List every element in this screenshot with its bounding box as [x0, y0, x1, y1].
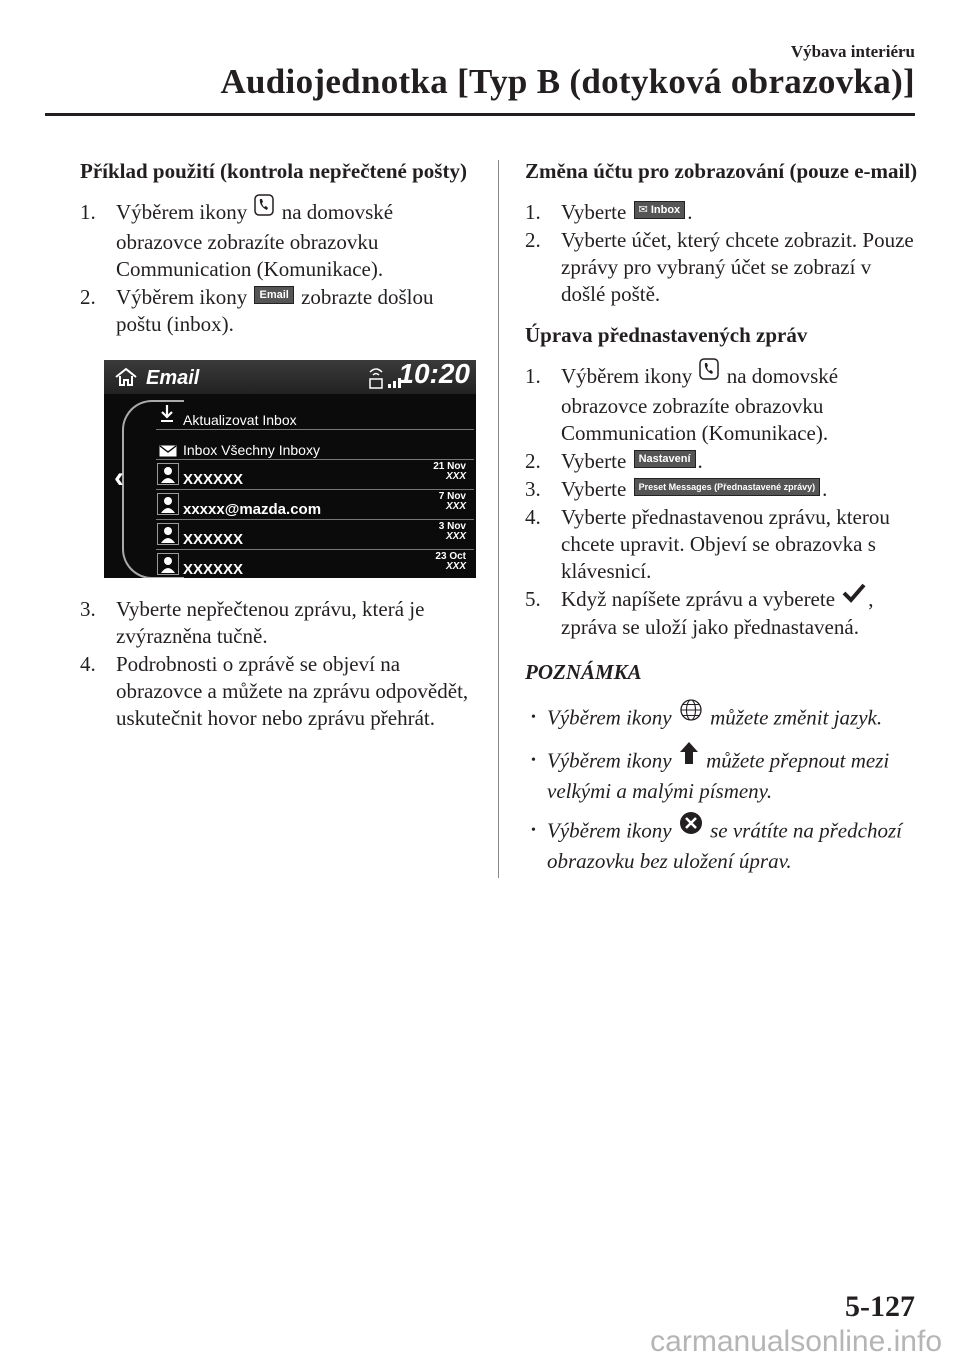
step-item [80, 651, 475, 732]
page-title: Audiojednotka [Typ B (dotyková obrazovka)] [220, 62, 915, 101]
step-text: zobrazte došlou poštu (inbox). [116, 284, 434, 336]
right-column [525, 158, 920, 887]
step-text: . [697, 448, 703, 473]
step-text: Vyberte přednastavenou zprávu, kterou chcete upravit. Objeví se obrazovka s klávesnicí. [561, 504, 890, 583]
note-list [525, 704, 920, 875]
example-heading: Příklad použití (kontrola nepřečtené pošty) [80, 159, 467, 183]
step-text: Podrobnosti o zprávě se objeví na obrazovce a můžete na zprávu odpovědět, uskutečnit hovor nebo zprávu přehrát. [116, 651, 469, 730]
message-date: 23 Oct XXX [435, 550, 466, 572]
contact-icon [157, 463, 179, 485]
phone-icon [254, 194, 274, 223]
account-heading: Změna účtu pro zobrazování (pouze e-mail) [525, 159, 918, 183]
note-text: můžete změnit jazyk. [710, 705, 883, 730]
list-item [156, 430, 474, 460]
note-item [525, 704, 920, 735]
note-text: Výběrem ikony [547, 818, 672, 843]
step-text: . [687, 200, 693, 224]
email-button-image: Email [254, 286, 293, 304]
step-number: 3. [525, 476, 541, 501]
note-text: Výběrem ikony [547, 748, 672, 773]
note-text: Výběrem ikony [547, 705, 672, 730]
checkmark-icon [842, 583, 866, 610]
example-steps-continued [80, 596, 475, 732]
screen-title: Email [146, 366, 200, 389]
step-number: 1. [525, 200, 541, 224]
globe-icon [679, 698, 703, 729]
message-date: 21 Nov XXX [433, 460, 466, 482]
step-number: 2. [525, 228, 541, 252]
example-steps [80, 199, 475, 338]
watermark: carmanualsonline.info [650, 1325, 942, 1358]
message-date: 7 Nov XXX [438, 490, 466, 512]
message-sender: XXXXXX [183, 530, 244, 548]
step-text: Výběrem ikony [561, 364, 693, 388]
page-number: 5-127 [845, 1290, 915, 1323]
step-number: 5. [525, 586, 541, 611]
shift-arrow-up-icon [679, 741, 699, 772]
step-number: 4. [525, 504, 541, 529]
contact-icon [157, 493, 179, 515]
step-number: 2. [80, 284, 96, 309]
preset-messages-button-image: Preset Messages (Přednastavené zprávy) [634, 478, 821, 496]
email-screen-illustration [104, 360, 476, 578]
step-text: , zpráva se uloží jako přednastavená. [561, 586, 874, 640]
message-date: 3 Nov XXX [438, 520, 466, 542]
step-text: Vyberte [561, 448, 627, 473]
table-row [156, 550, 474, 578]
home-icon [114, 367, 138, 394]
note-item [525, 817, 920, 875]
header-rule [45, 113, 915, 116]
back-chevron-icon: ‹ [114, 460, 124, 494]
contact-icon [157, 553, 179, 575]
account-steps [525, 199, 920, 308]
step-number: 3. [80, 596, 96, 621]
step-text: Vyberte [561, 200, 627, 224]
step-item [525, 448, 920, 475]
step-text: Vyberte nepřečtenou zprávu, která je zvýrazněna tučně. [116, 596, 425, 648]
step-item [80, 284, 475, 338]
step-number: 1. [525, 364, 541, 388]
step-text: na domovské obrazovce zobrazíte obrazovku Communication (Komunikace). [116, 200, 394, 281]
settings-button-image: Nastavení [634, 450, 696, 468]
step-text: Výběrem ikony [116, 200, 248, 224]
note-title: POZNÁMKA [525, 660, 642, 685]
message-sender: XXXXXX [183, 470, 244, 488]
step-text: Když napíšete zprávu a vyberete [561, 586, 836, 611]
table-row [156, 460, 474, 490]
step-text: . [822, 476, 828, 501]
note-text: můžete přepnout mezi velkými a malými písmeny. [547, 748, 890, 804]
step-text: Vyberte [561, 476, 627, 501]
phone-icon [699, 358, 719, 387]
message-sender: XXXXXX [183, 560, 244, 578]
note-item [525, 747, 920, 805]
step-text: Vyberte účet, který chcete zobrazit. Pouze zprávy pro vybraný účet se zobrazí v došlé poště. [561, 228, 914, 306]
list-item-label: Aktualizovat Inbox [183, 411, 297, 428]
table-row [156, 490, 474, 520]
list-item-label: Inbox Všechny Inboxy [183, 441, 320, 458]
step-item [525, 363, 920, 447]
close-icon [679, 811, 703, 842]
step-item [80, 596, 475, 650]
envelope-icon: ✉ [638, 204, 648, 217]
step-text: Výběrem ikony [116, 284, 248, 309]
section-label: Výbava interiéru [790, 42, 915, 61]
table-row [156, 520, 474, 550]
step-number: 2. [525, 448, 541, 473]
step-number: 4. [80, 651, 96, 676]
step-item [525, 476, 920, 503]
inbox-button-image: ✉ Inbox [634, 201, 686, 219]
step-number: 1. [80, 200, 96, 224]
left-column [80, 158, 475, 742]
step-item [525, 586, 920, 642]
email-list [156, 400, 474, 578]
step-item [525, 227, 920, 308]
screen-clock: 10:20 [398, 359, 470, 389]
step-text: na domovské obrazovce zobrazíte obrazovku Communication (Komunikace). [561, 364, 839, 445]
preset-heading: Úprava přednastavených zpráv [525, 323, 808, 347]
contact-icon [157, 523, 179, 545]
list-item [156, 400, 474, 430]
step-item [525, 199, 920, 226]
message-sender: xxxxx@mazda.com [183, 500, 322, 518]
screen-top-bar [104, 360, 476, 394]
step-item [525, 504, 920, 585]
download-icon [159, 404, 175, 433]
step-item [80, 199, 475, 283]
preset-steps [525, 363, 920, 641]
note-text: se vrátíte na předchozí obrazovku bez uložení úprav. [547, 818, 902, 874]
column-divider [498, 160, 499, 878]
